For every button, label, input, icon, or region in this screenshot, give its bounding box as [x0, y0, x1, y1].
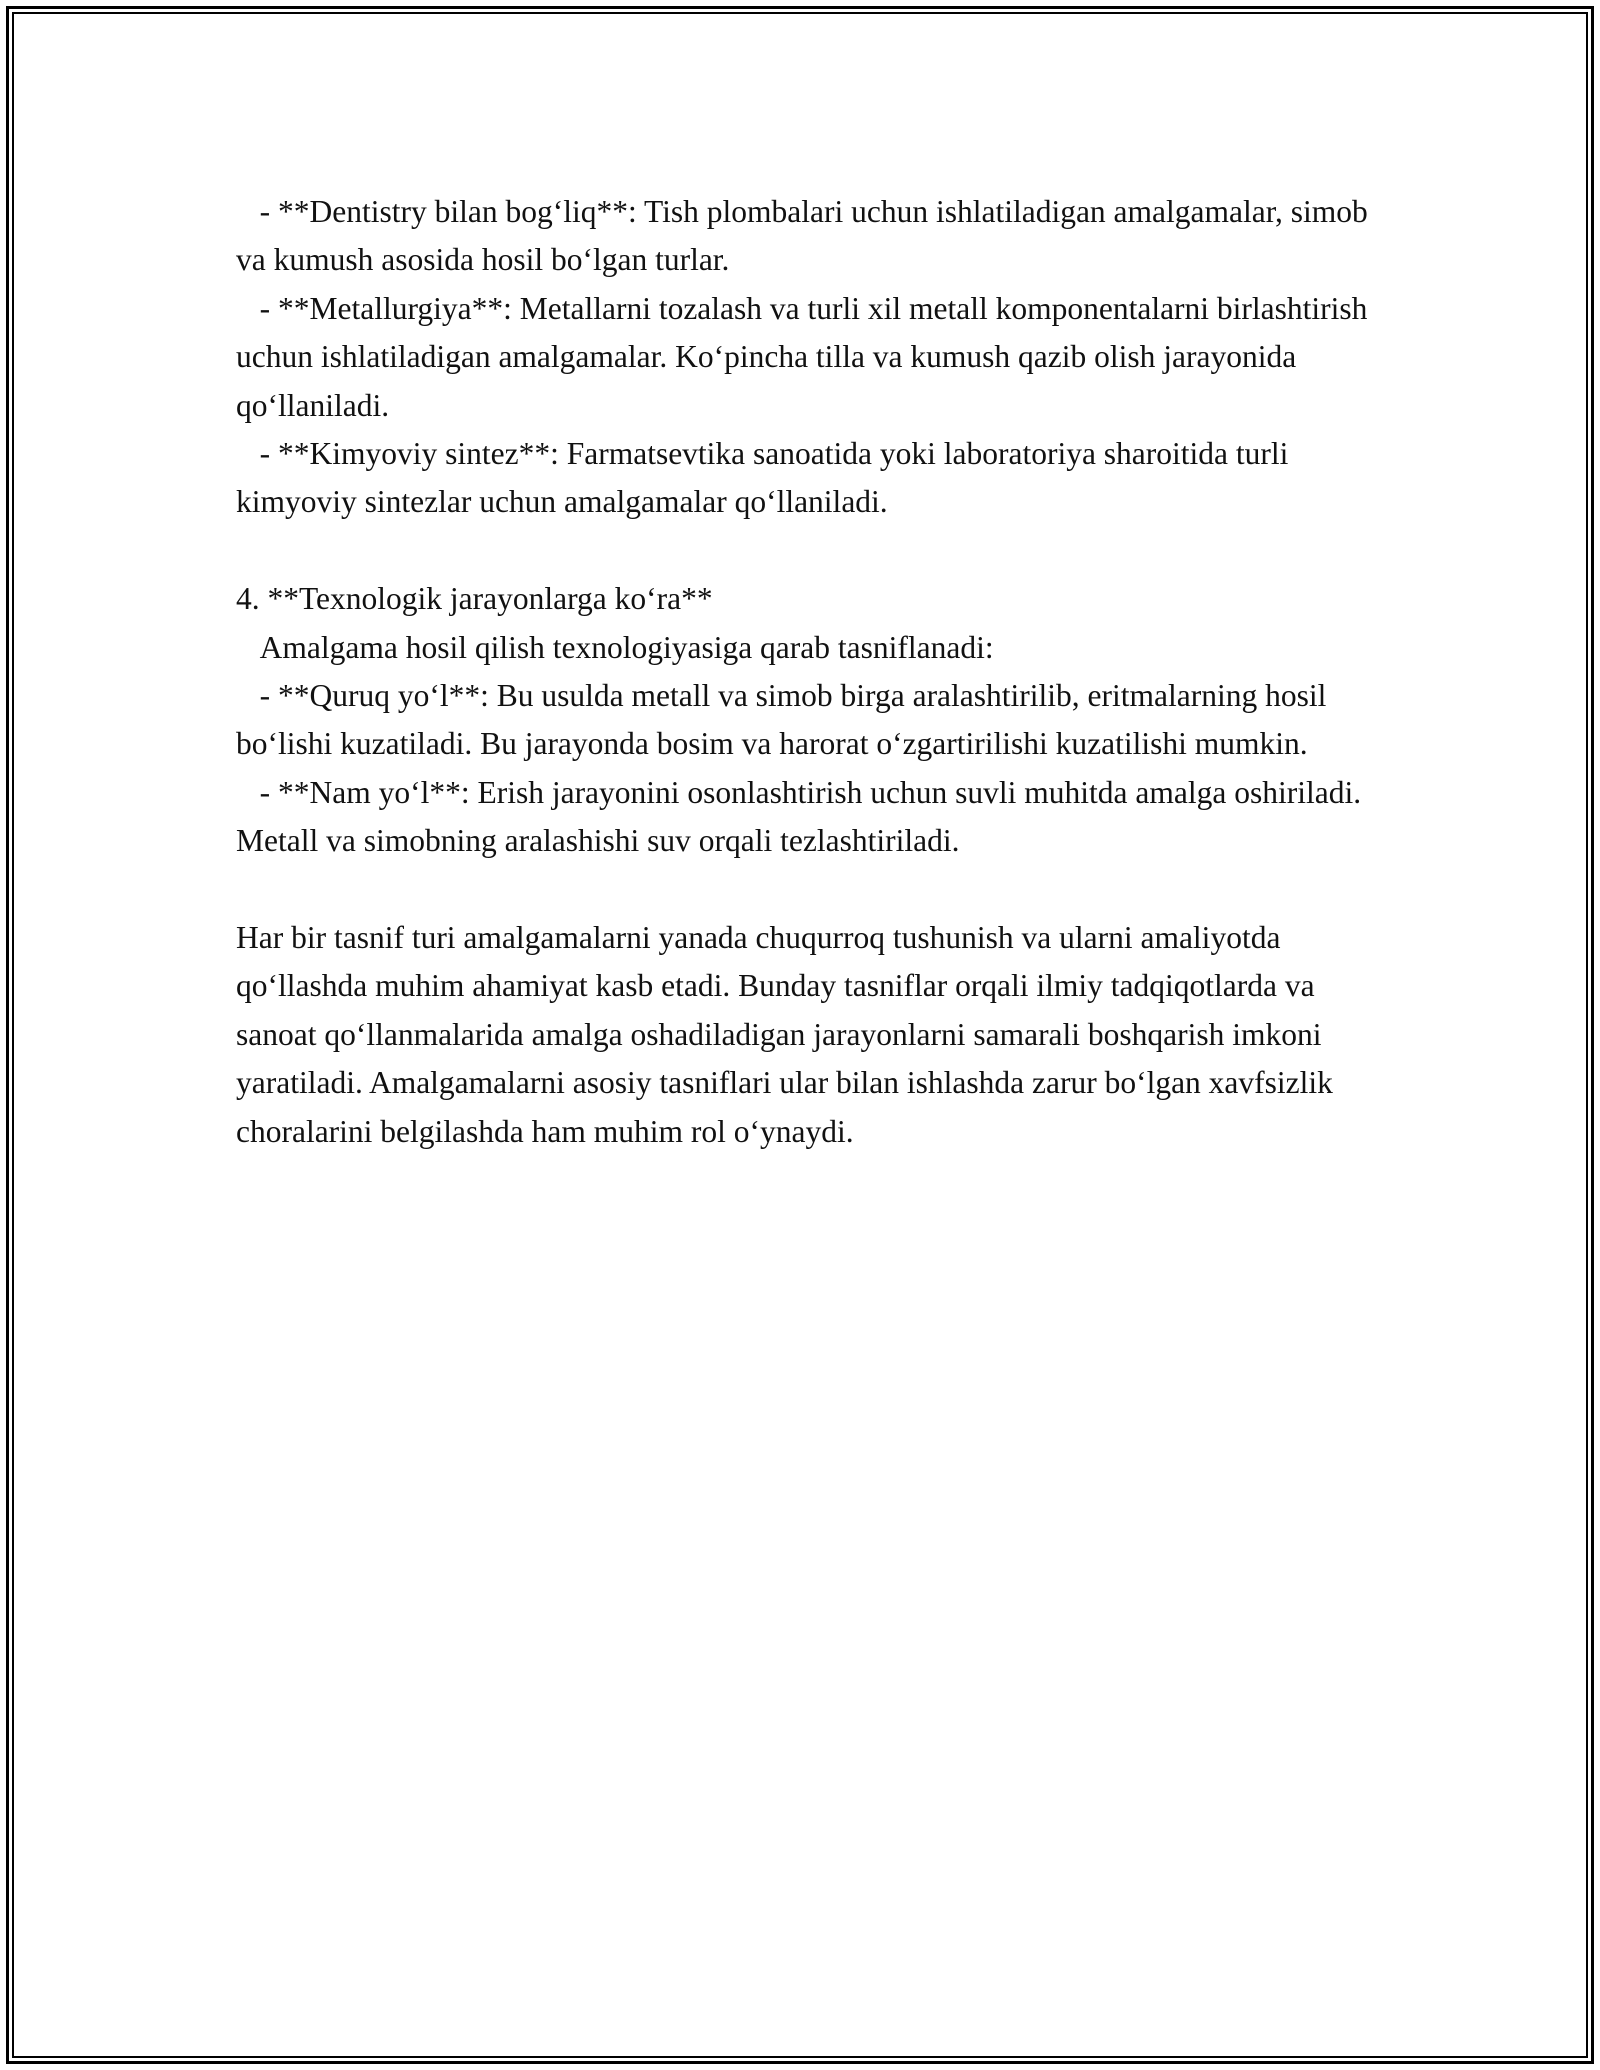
paragraph-nam-yol: - **Nam yo‘l**: Erish jarayonini osonlashtirish uchun suvli muhitda amalga oshiriladi. Metall va simobning aralashishi suv orqali tezlashtiriladi. [236, 774, 1369, 859]
paragraph-metallurgiya: - **Metallurgiya**: Metallarni tozalash va turli xil metall komponentalarni birlashtirish uchun ishlatiladigan amalgamalar. Ko‘pincha tilla va kumush qazib olish jarayonida qo‘llaniladi. [236, 290, 1376, 423]
paragraph-dentistry: - **Dentistry bilan bog‘liq**: Tish plombalari uchun ishlatiladigan amalgamalar, simob va kumush asosida hosil bo‘lgan turlar. [236, 194, 1376, 278]
paragraph-spacer [236, 527, 1386, 575]
paragraph-quruq-yol: - **Quruq yo‘l**: Bu usulda metall va simob birga aralashtirilib, eritmalarning hosil bo‘lishi kuzatiladi. Bu jarayonda bosim va harorat o‘zgartirilishi kuzatilishi mumkin. [236, 678, 1335, 762]
document-body [236, 188, 1386, 1156]
paragraph-conclusion: Har bir tasnif turi amalgamalarni yanada chuqurroq tushunish va ularni amaliyotda qo‘llashda muhim ahamiyat kasb etadi. Bunday tasniflar orqali ilmiy tadqiqotlarda va sanoat qo‘llanmalarida amalga oshadiladigan jarayonlarni samarali boshqarish imkoni yaratiladi. Amalgamalarni asosiy tasniflari ular bilan ishlashda zarur bo‘lgan xavfsizlik choralarini belgilashda ham muhim rol o‘ynaydi. [236, 920, 1341, 1149]
paragraph-texnologik-intro: Amalgama hosil qilish texnologiyasiga qarab tasniflanadi: [236, 629, 994, 665]
paragraph-spacer [236, 866, 1386, 914]
heading-texnologik-jarayonlar: 4. **Texnologik jarayonlarga ko‘ra** [236, 581, 713, 617]
paragraph-kimyoviy-sintez: - **Kimyoviy sintez**: Farmatsevtika sanoatida yoki laboratoriya sharoitida turli kimyoviy sintezlar uchun amalgamalar qo‘llaniladi. [236, 436, 1297, 520]
